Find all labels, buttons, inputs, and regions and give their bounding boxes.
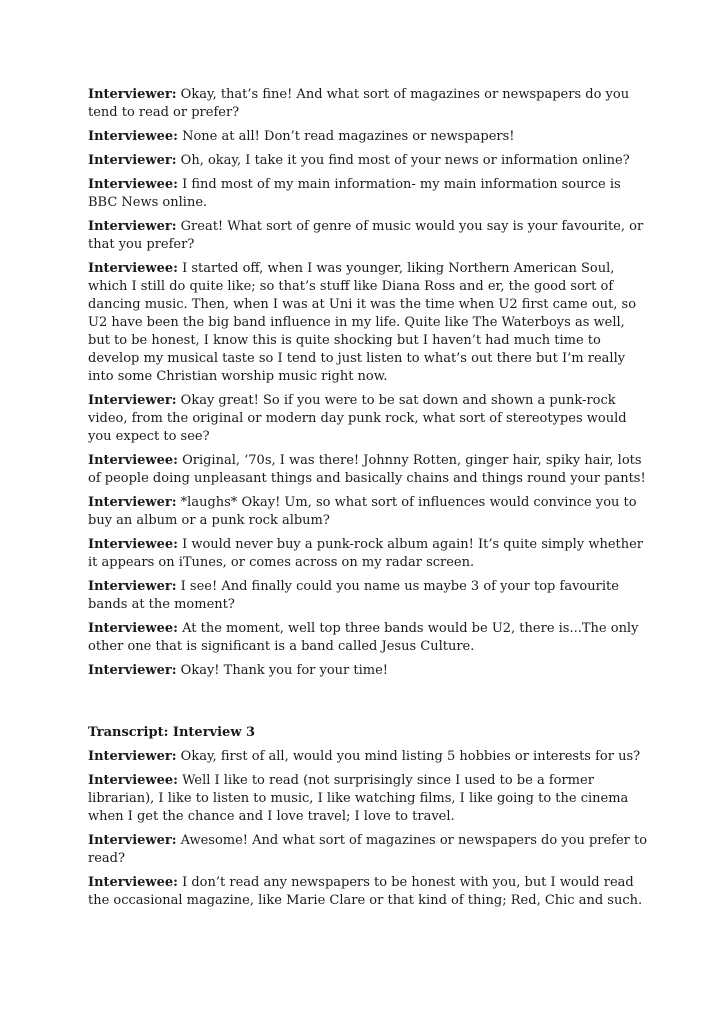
speaker-label: Interviewee:: [88, 177, 178, 192]
speaker-label: Interviewee:: [88, 129, 178, 144]
entry-text: Great! What sort of genre of music would you say is your favourite, or that you prefer?: [88, 219, 644, 252]
transcript-entry: [88, 128, 648, 146]
transcript-entry: [88, 494, 648, 530]
transcript-entry: [88, 152, 648, 170]
entry-text: I started off, when I was younger, liking Northern American Soul, which I still do quite like; so that’s stuff like Diana Ross and er, the good sort of dancing music. Then, when I was at Uni it was the time when U2 first came out, so U2 have been the big band influence in my life. Quite like The Waterboys as well, but to be honest, I know this is quite shocking but I haven’t had much time to develop my musical taste so I tend to just listen to what’s out there but I’m really into some Christian worship music right now.: [88, 261, 637, 384]
speaker-label: Interviewee:: [88, 621, 178, 636]
speaker-label: Interviewer:: [88, 495, 177, 510]
speaker-label: Interviewer:: [88, 393, 177, 408]
transcript-entry: [88, 392, 648, 446]
entry-text: At the moment, well top three bands would be U2, there is...The only other one that is significant is a band called Jesus Culture.: [88, 621, 639, 654]
transcript-entry: [88, 260, 648, 386]
entry-text: I see! And finally could you name us maybe 3 of your top favourite bands at the moment?: [88, 579, 619, 612]
entry-text: Original, ‘70s, I was there! Johnny Rotten, ginger hair, spiky hair, lots of people doing unpleasant things and basically chains and things round your pants!: [88, 453, 646, 486]
entry-text: I don’t read any newspapers to be honest with you, but I would read the occasional magazine, like Marie Clare or that kind of thing; Red, Chic and such.: [88, 875, 643, 908]
speaker-label: Interviewee:: [88, 875, 178, 890]
entry-text: I find most of my main information- my main information source is BBC News online.: [88, 177, 621, 210]
entry-text: Well I like to read (not surprisingly since I used to be a former librarian), I like to listen to music, I like watching films, I like going to the cinema when I get the chance and I love travel; I love to travel.: [88, 773, 629, 824]
speaker-label: Interviewer:: [88, 833, 177, 848]
transcript-entry: [88, 662, 648, 680]
transcript-entry: [88, 772, 648, 826]
transcript-page: [88, 86, 648, 916]
entry-text: Okay, first of all, would you mind listing 5 hobbies or interests for us?: [176, 749, 641, 764]
speaker-label: Interviewer:: [88, 749, 177, 764]
transcript-entry: [88, 536, 648, 572]
transcript-entry: [88, 874, 648, 910]
speaker-label: Interviewer:: [88, 219, 177, 234]
entry-text: Oh, okay, I take it you find most of your news or information online?: [176, 153, 630, 168]
transcript-entry: [88, 620, 648, 656]
transcript-entry: [88, 218, 648, 254]
entry-text: None at all! Don’t read magazines or newspapers!: [177, 129, 515, 144]
speaker-label: Interviewer:: [88, 87, 177, 102]
transcript-entry: [88, 452, 648, 488]
entry-text: Awesome! And what sort of magazines or newspapers do you prefer to read?: [88, 833, 648, 866]
speaker-label: Interviewee:: [88, 537, 178, 552]
speaker-label: Interviewee:: [88, 773, 178, 788]
entry-text: I would never buy a punk-rock album again! It’s quite simply whether it appears on iTunes, or comes across on my radar screen.: [88, 537, 644, 570]
section-heading: Transcript: Interview 3: [88, 725, 256, 740]
transcript-entry: [88, 748, 648, 766]
speaker-label: Interviewee:: [88, 261, 178, 276]
speaker-label: Interviewer:: [88, 153, 177, 168]
transcript-entry: [88, 832, 648, 868]
speaker-label: Interviewer:: [88, 663, 177, 678]
entry-text: Okay, that’s fine! And what sort of magazines or newspapers do you tend to read or prefer?: [88, 87, 630, 120]
entry-text: Okay! Thank you for your time!: [176, 663, 389, 678]
entry-text: Okay great! So if you were to be sat down and shown a punk-rock video, from the original or modern day punk rock, what sort of stereotypes would you expect to see?: [88, 393, 627, 444]
transcript-entry: [88, 578, 648, 614]
speaker-label: Interviewee:: [88, 453, 178, 468]
speaker-label: Interviewer:: [88, 579, 177, 594]
entry-text: *laughs* Okay! Um, so what sort of influences would convince you to buy an album or a punk rock album?: [88, 495, 637, 528]
transcript-entry: [88, 86, 648, 122]
transcript-entry: [88, 176, 648, 212]
